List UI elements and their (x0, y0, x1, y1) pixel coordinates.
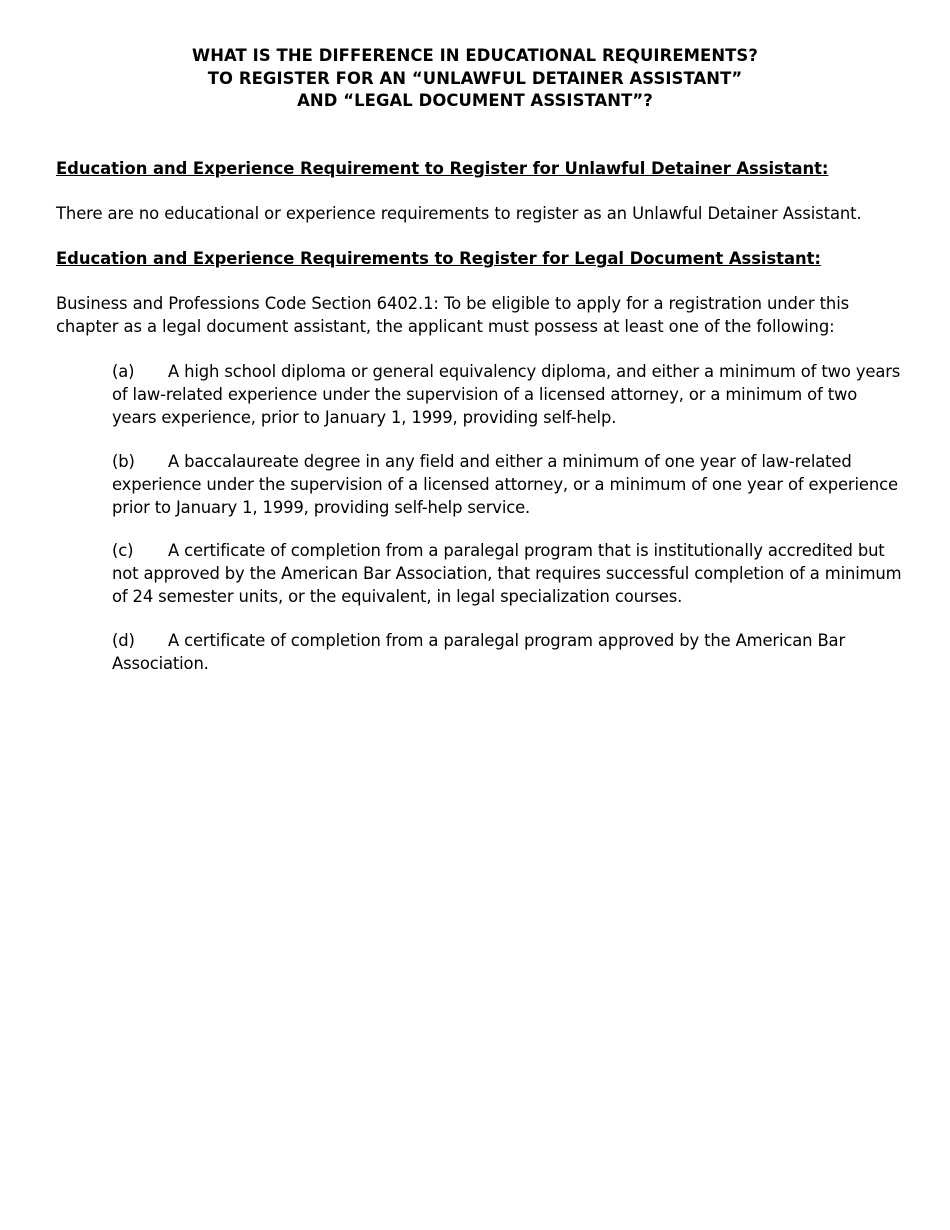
item-marker: (b) (112, 452, 135, 471)
requirement-item-a (112, 360, 902, 429)
requirement-item-b (112, 450, 902, 519)
section-intro-legal-document: Business and Professions Code Section 6402.1: To be eligible to apply for a registration under this chapter as a legal document assistant, the applicant must possess at least one of the following: (56, 294, 850, 336)
item-marker: (a) (112, 362, 135, 381)
requirement-item-c (112, 539, 902, 608)
item-text: A certificate of completion from a paralegal program that is institutionally accredited but not approved by the American Bar Association, that requires successful completion of a minimum of 24 semester units, or the equivalent, in legal specialization courses. (112, 541, 902, 606)
item-marker: (c) (112, 541, 134, 560)
title-line-3: AND “LEGAL DOCUMENT ASSISTANT”? (297, 91, 653, 110)
item-text: A certificate of completion from a paralegal program approved by the American Bar Association. (112, 631, 846, 673)
item-text: A baccalaureate degree in any field and either a minimum of one year of law-related experience under the supervision of a licensed attorney, or a minimum of one year of experience prior to January 1, 1999, providing self-help service. (112, 452, 898, 517)
item-text: A high school diploma or general equivalency diploma, and either a minimum of two years of law-related experience under the supervision of a licensed attorney, or a minimum of two years experience, prior to January 1, 1999, providing self-help. (112, 362, 901, 427)
requirement-item-d (112, 629, 902, 675)
section-heading-legal-document: Education and Experience Requirements to Register for Legal Document Assistant: (56, 249, 821, 268)
title-line-2: TO REGISTER FOR AN “UNLAWFUL DETAINER ASSISTANT” (207, 68, 743, 88)
section-body-unlawful-detainer: There are no educational or experience requirements to register as an Unlawful Detainer Assistant. (56, 204, 862, 223)
document-title (0, 45, 950, 113)
item-marker: (d) (112, 631, 135, 650)
title-line-1: WHAT IS THE DIFFERENCE IN EDUCATIONAL REQUIREMENTS? (192, 46, 758, 65)
section-heading-unlawful-detainer: Education and Experience Requirement to Register for Unlawful Detainer Assistant: (56, 159, 829, 178)
